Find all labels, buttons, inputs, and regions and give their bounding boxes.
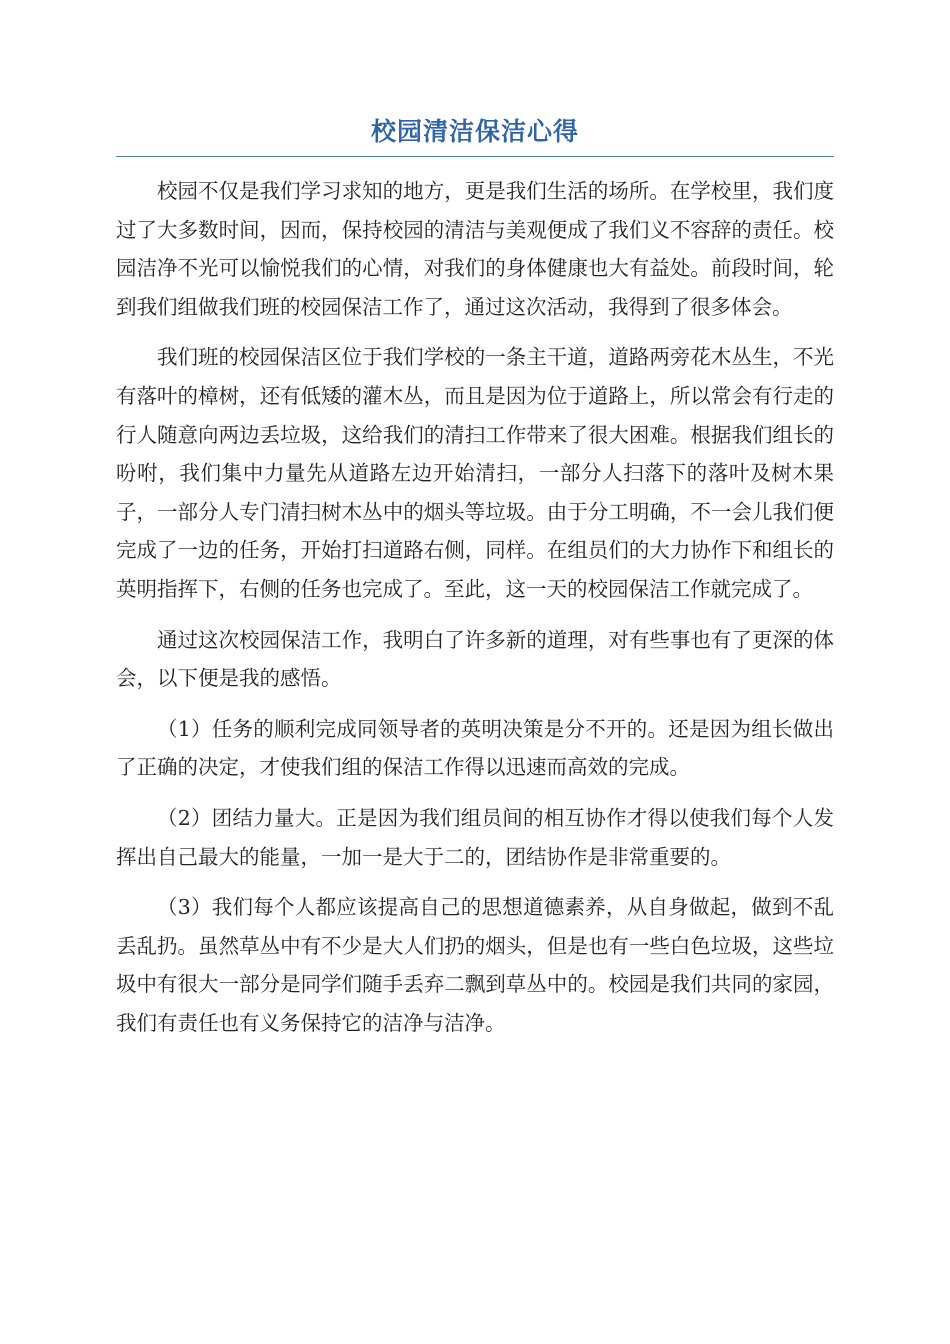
paragraph-3: 通过这次校园保洁工作，我明白了许多新的道理，对有些事也有了更深的体会，以下便是我的感悟。 <box>116 627 834 691</box>
paragraph-6: （3）我们每个人都应该提高自己的思想道德素养，从自身做起，做到不乱丢乱扔。虽然草丛中有不少是大人们扔的烟头，但是也有一些白色垃圾，这些垃圾中有很大一部分是同学们随手丢弃二飘到草丛中的。校园是我们共同的家园，我们有责任也有义务保持它的洁净与洁净。 <box>116 895 834 1035</box>
paragraph-4: （1）任务的顺利完成同领导者的英明决策是分不开的。还是因为组长做出了正确的决定，才使我们组的保洁工作得以迅速而高效的完成。 <box>116 716 834 780</box>
paragraph-2: 我们班的校园保洁区位于我们学校的一条主干道，道路两旁花木丛生，不光有落叶的樟树，还有低矮的灌木丛，而且是因为位于道路上，所以常会有行走的行人随意向两边丢垃圾，这给我们的清扫工作带来了很大困难。根据我们组长的吩咐，我们集中力量先从道路左边开始清扫，一部分人扫落下的落叶及树木果子，一部分人专门清扫树木丛中的烟头等垃圾。由于分工明确，不一会儿我们便完成了一边的任务，开始打扫道路右侧，同样。在组员们的大力协作下和组长的英明指挥下，右侧的任务也完成了。至此，这一天的校园保洁工作就完成了。 <box>116 345 834 601</box>
title-block <box>116 112 834 157</box>
page-title: 校园清洁保洁心得 <box>370 117 579 146</box>
paragraph-1: 校园不仅是我们学习求知的地方，更是我们生活的场所。在学校里，我们度过了大多数时间，因而，保持校园的清洁与美观便成了我们义不容辞的责任。校园洁净不光可以愉悦我们的心情，对我们的身体健康也大有益处。前段时间，轮到我们组做我们班的校园保洁工作了，通过这次活动，我得到了很多体会。 <box>116 179 834 319</box>
paragraph-5: （2）团结力量大。正是因为我们组员间的相互协作才得以使我们每个人发挥出自己最大的能量，一加一是大于二的，团结协作是非常重要的。 <box>116 805 834 869</box>
document-body <box>116 172 834 1054</box>
